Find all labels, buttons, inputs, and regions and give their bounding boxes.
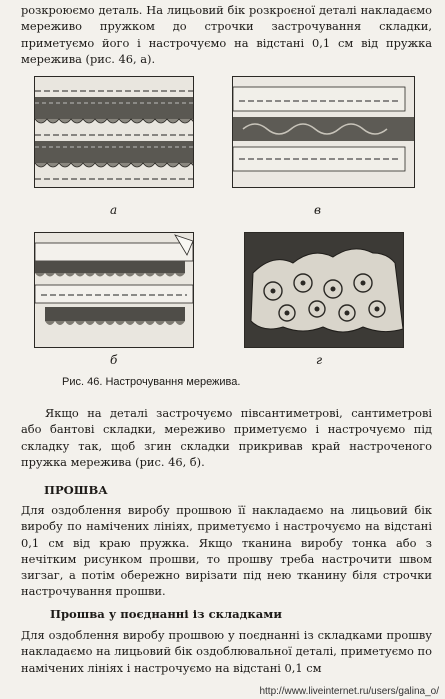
paragraph-pleats: Якщо на деталі застрочуємо півсантиметрові, сантиметрові або бантові складки, мереживо приметуємо і настрочуємо під складку так, щоб згин складки прикривав край настроченого пружка мережива (рис. 46, б). — [21, 406, 432, 469]
figure-a-lace-on-fabric — [34, 76, 194, 188]
figure-label-v: в — [314, 203, 321, 217]
paragraph-intro: розкроюємо деталь. На лицьовий бік розкроєної деталі накладаємо мереживо пружком до строчки застрочування складки, приметуємо його і настрочуємо на відстані 0,1 см від пружка мережива (рис. 46, а). — [21, 3, 432, 66]
figure-v-insertion-stitching — [232, 76, 415, 188]
figure-g-embroidered-insertion — [244, 232, 404, 348]
paragraph-proshva: Для оздоблення виробу прошвою її накладаємо на лицьовий бік виробу по намічених лініях, приметуємо і настрочуємо на відстані 0,1 см від краю пружка. Якщо тканина виробу тонка або з нечітким рисунком прошви, то прошву треба настрочити швом зигзаг, а потім обережно вирізати під нею тканину біля строчки настрочування прошви. — [21, 503, 432, 599]
figure-label-g: г — [316, 353, 323, 367]
figure-label-a: а — [110, 203, 118, 217]
figure-b-lace-under-pleat — [34, 232, 194, 348]
figure-caption: Рис. 46. Настрочування мережива. — [62, 376, 241, 388]
figure-label-b: б — [110, 353, 118, 367]
heading-proshva-with-pleats: Прошва у поєднанні із складками — [50, 607, 282, 621]
paragraph-proshva-pleats: Для оздоблення виробу прошвою у поєднанні із складками прошву накладаємо на лицьовий бік оздоблювальної деталі, приметуємо по намічених лініях і настрочуємо на відстані 0,1 см — [21, 628, 432, 675]
heading-proshva: ПРОШВА — [44, 483, 108, 497]
source-url: http://www.liveinternet.ru/users/galina_o/ — [259, 686, 439, 697]
